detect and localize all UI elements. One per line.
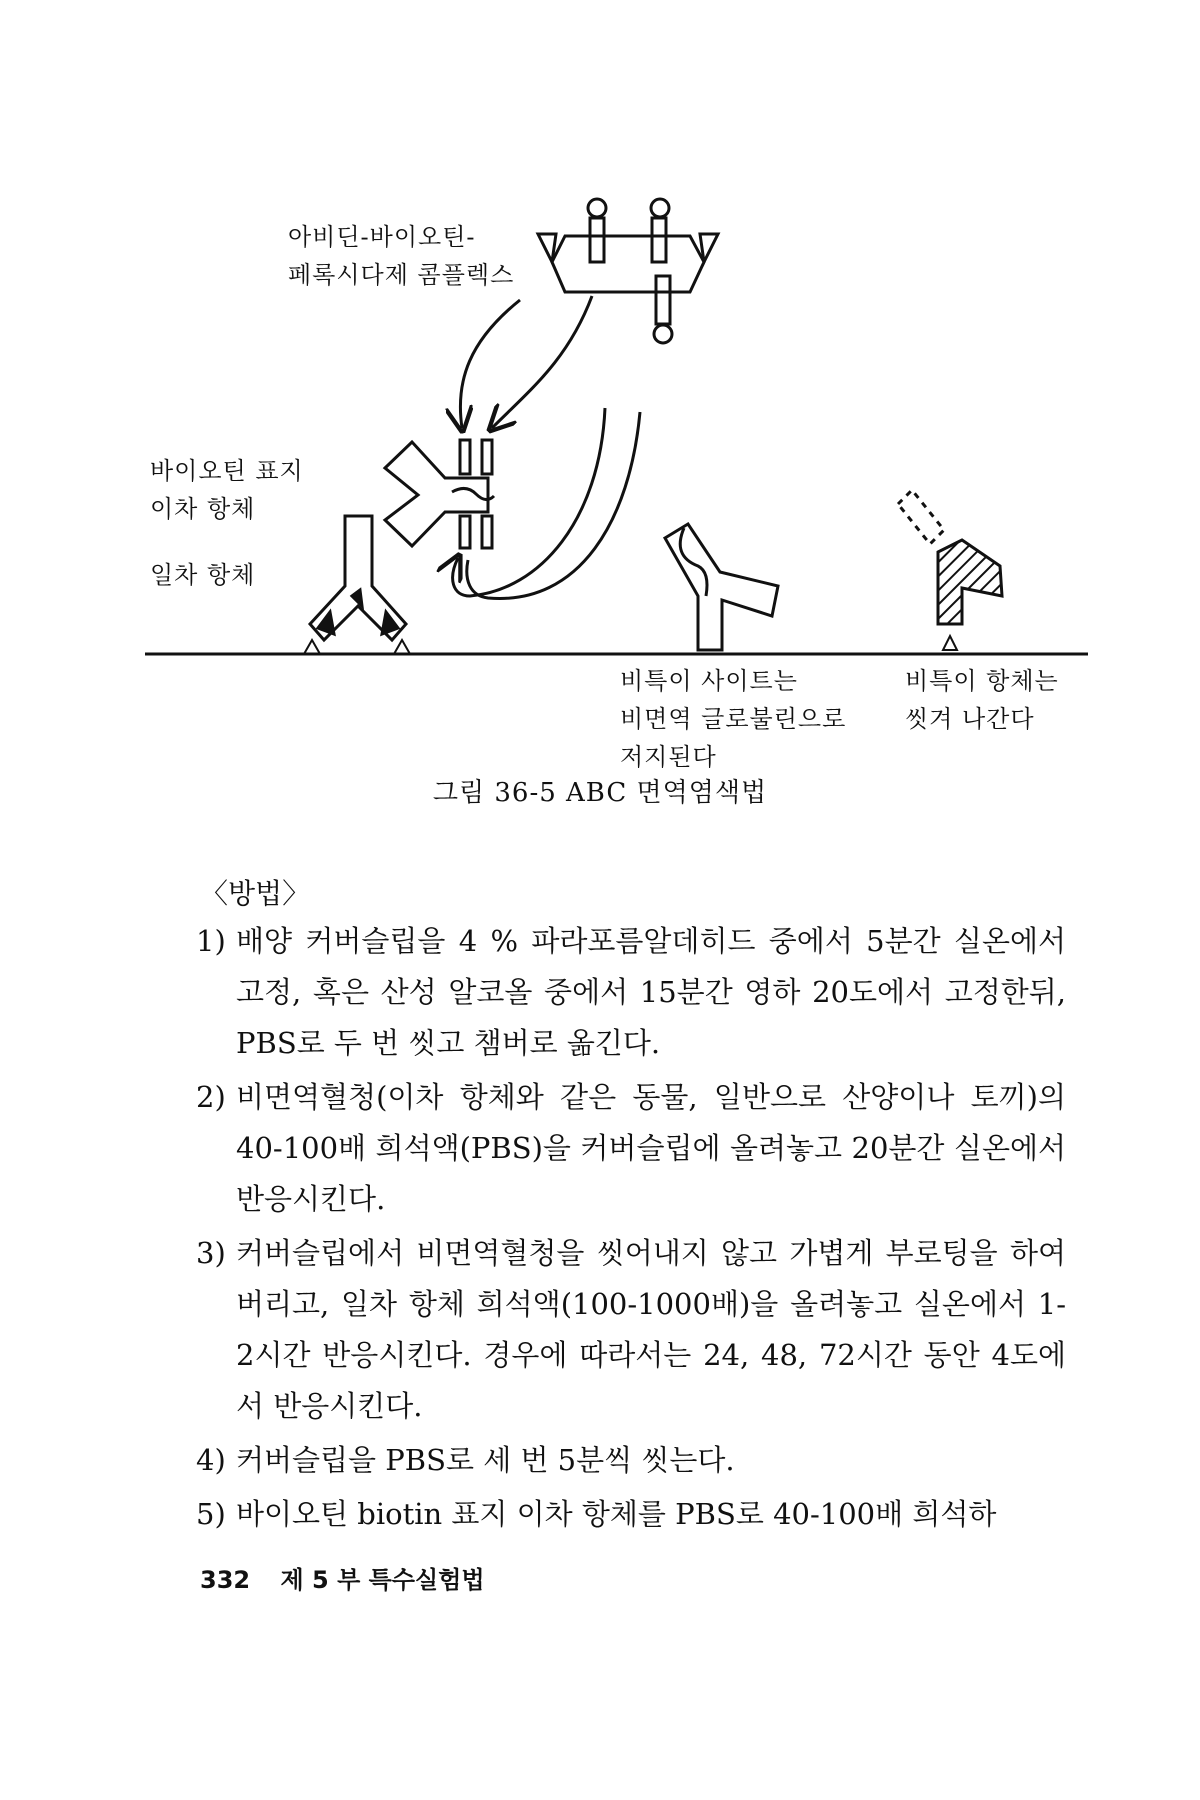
step-number: 5) xyxy=(196,1497,226,1531)
nonspecific-antibody-shape xyxy=(898,490,1002,650)
method-step xyxy=(196,916,1066,1069)
step-number: 4) xyxy=(196,1443,226,1477)
secondary-antibody-shape xyxy=(385,440,494,548)
method-steps xyxy=(196,916,1066,1543)
abc-complex-shape xyxy=(538,199,718,343)
step-number: 1) xyxy=(196,924,226,958)
step-text: 비면역혈청(이차 항체와 같은 동물, 일반으로 산양이나 토끼)의 40-100배 희석액(PBS)을 커버슬립에 올려놓고 20분간 실온에서 반응시킨다. xyxy=(236,1080,1066,1216)
page-footer xyxy=(200,1560,485,1595)
label-abc-complex: 아비딘-바이오틴- 페록시다제 콤플렉스 xyxy=(288,223,515,289)
step-number: 3) xyxy=(196,1236,226,1270)
label-nonspecific-site: 비특이 사이트는 비면역 글로불린으로 저지된다 xyxy=(620,667,847,771)
blocked-site-shape xyxy=(665,524,778,650)
label-primary-antibody: 일차 항체 xyxy=(150,561,256,589)
figure-caption: 그림 36-5 ABC 면역염색법 xyxy=(432,778,768,808)
step-text: 커버슬립을 PBS로 세 번 5분씩 씻는다. xyxy=(236,1443,735,1477)
page-number: 332 xyxy=(200,1566,251,1594)
method-step xyxy=(196,1435,1066,1486)
method-heading: 〈방법〉 xyxy=(200,877,311,910)
primary-antibody-shape xyxy=(304,516,410,654)
method-step xyxy=(196,1072,1066,1225)
step-text: 커버슬립에서 비면역혈청을 씻어내지 않고 가볍게 부로팅을 하여 버리고, 일차 항체 희석액(100-1000배)을 올려놓고 실온에서 1-2시간 반응시킨다. 경우에 따라서는 24, 48, 72시간 동안 4도에서 반응시킨다. xyxy=(236,1236,1066,1423)
step-number: 2) xyxy=(196,1080,226,1114)
method-step xyxy=(196,1489,1066,1540)
label-biotin-secondary-antibody: 바이오틴 표지 이차 항체 xyxy=(150,457,304,523)
section-title: 제 5 부 특수실험법 xyxy=(280,1566,485,1594)
method-step xyxy=(196,1228,1066,1432)
step-text: 배양 커버슬립을 4 % 파라포름알데히드 중에서 5분간 실온에서 고정, 혹은 산성 알코올 중에서 15분간 영하 20도에서 고정한뒤, PBS로 두 번 씻고 챔버로 옮긴다. xyxy=(236,924,1066,1060)
step-text: 바이오틴 biotin 표지 이차 항체를 PBS로 40-100배 희석하 xyxy=(236,1497,997,1531)
label-nonspecific-antibody: 비특이 항체는 씻겨 나간다 xyxy=(905,667,1059,733)
